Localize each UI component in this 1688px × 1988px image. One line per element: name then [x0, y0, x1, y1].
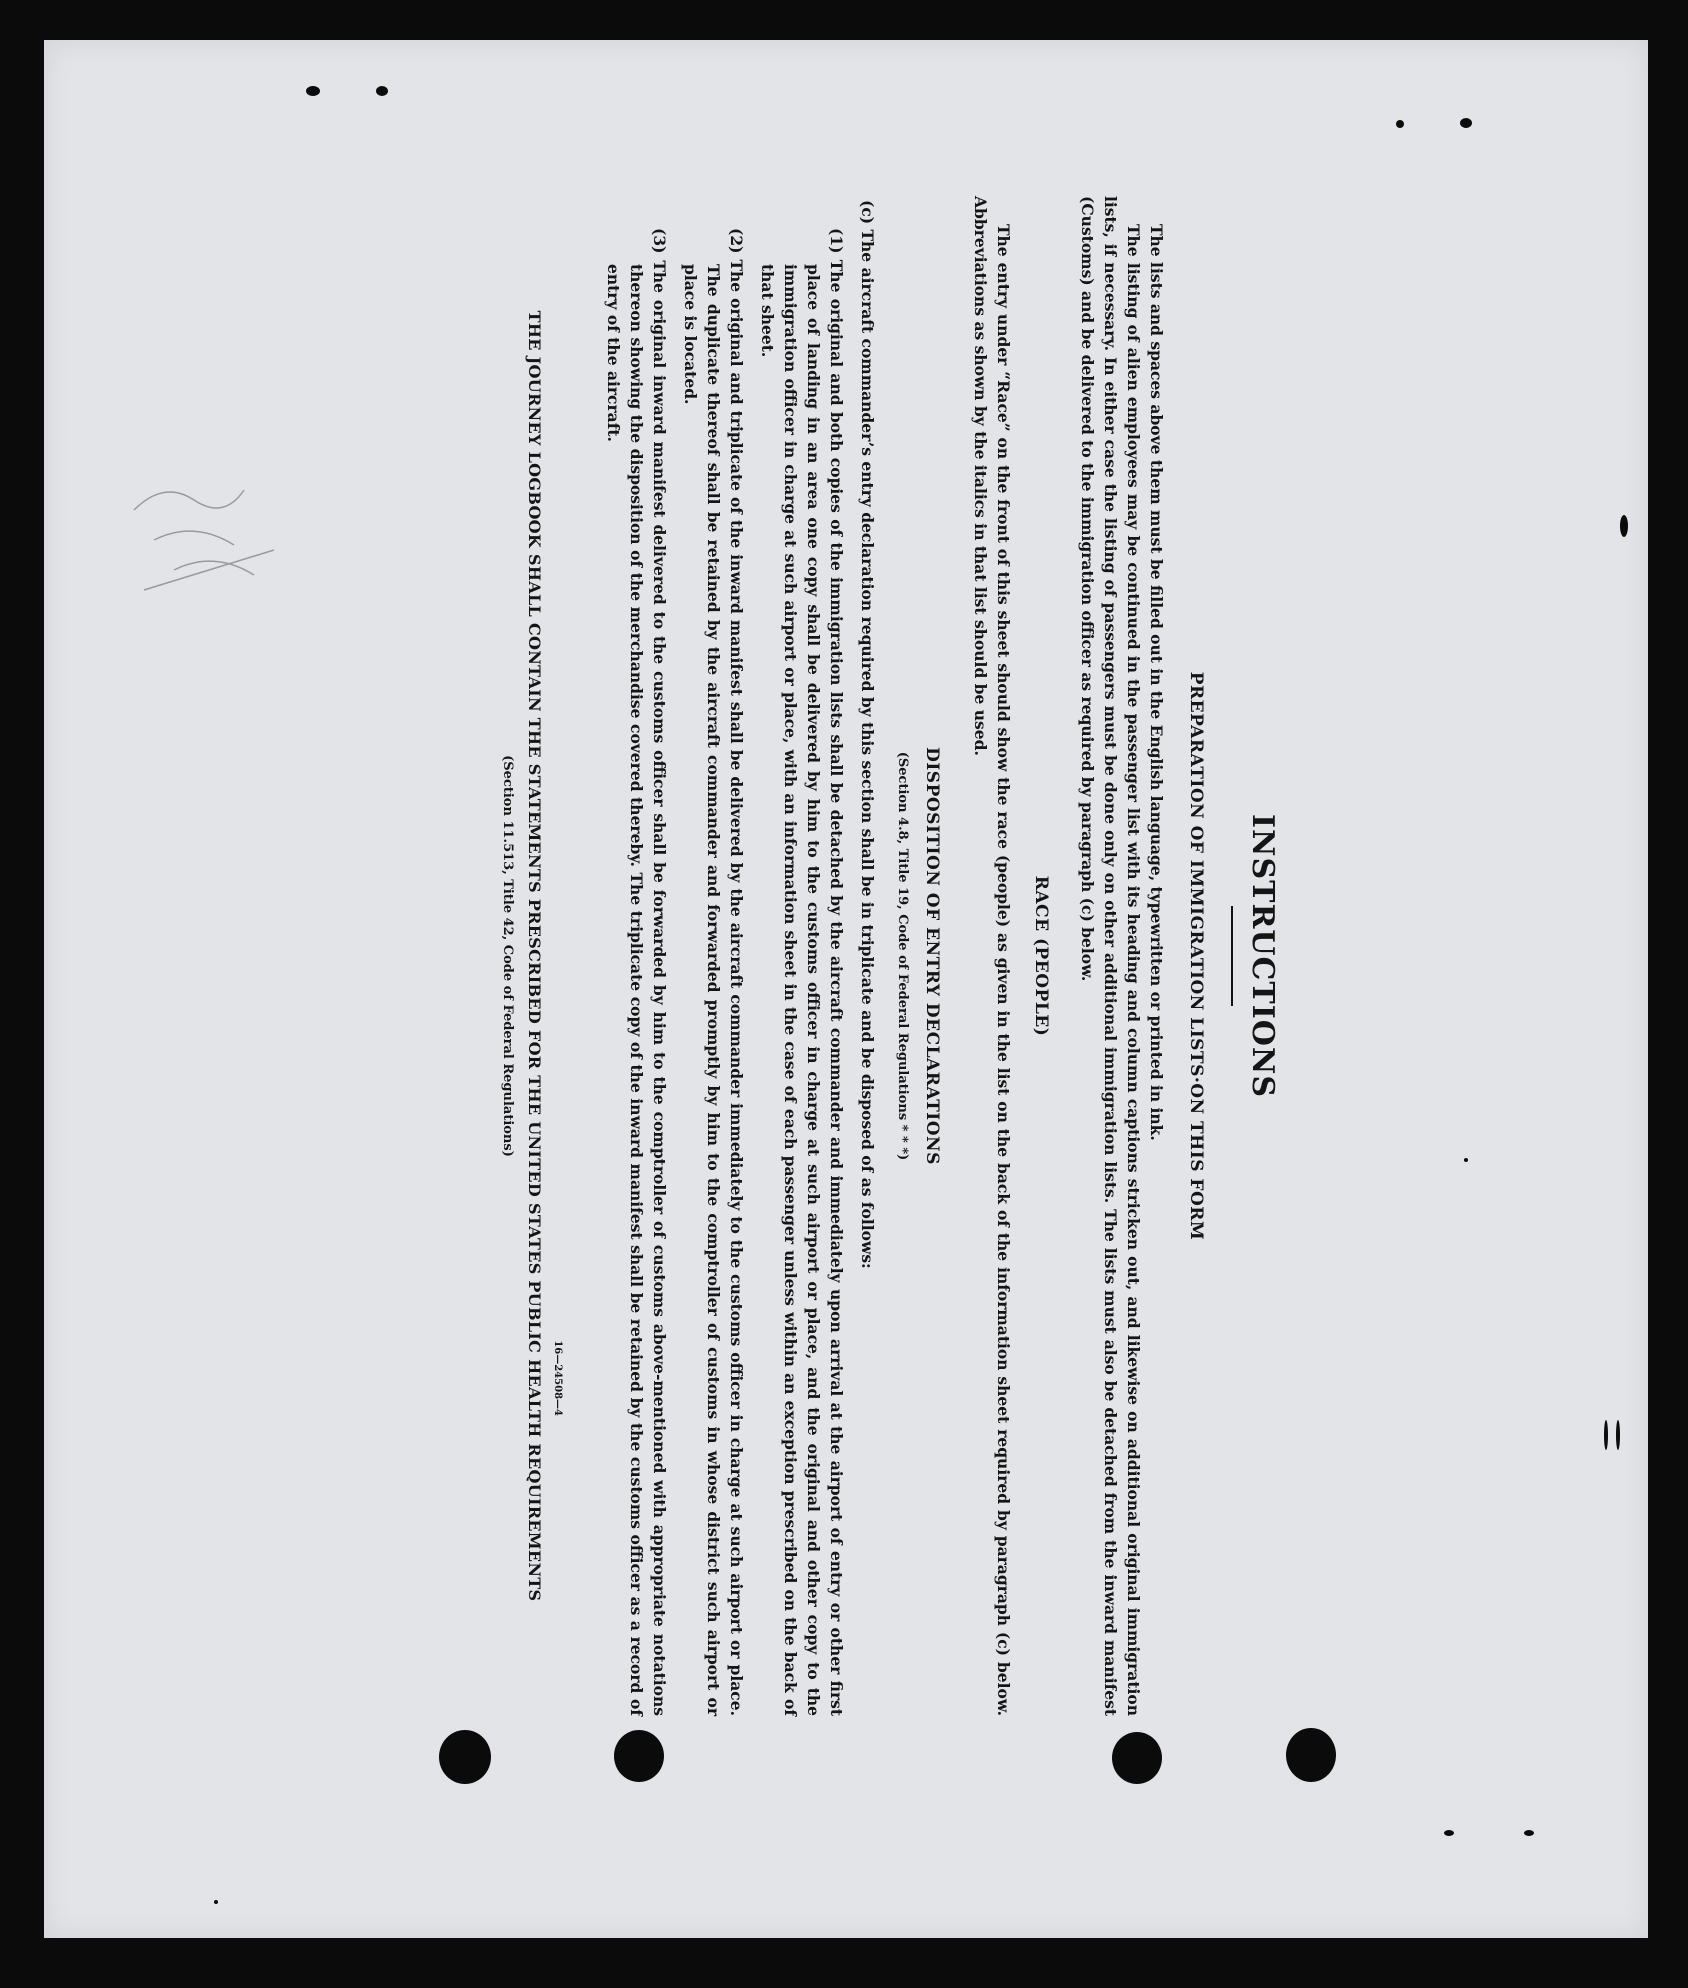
document-page: [44, 40, 1648, 1938]
preparation-paragraph-1: The lists and spaces above them must be filled out in the English language, typewritten or printed in ink.: [1147, 224, 1166, 1141]
speck: [1464, 1158, 1468, 1162]
speck: [1396, 120, 1404, 128]
speck: [1616, 1420, 1620, 1450]
speck: [1524, 1830, 1534, 1836]
speck: [1604, 1420, 1608, 1450]
preparation-paragraph-2: The listing of alien employees may be continued in the passenger list with its heading and column captions stricken out, and likewise on additional original immigration lists, if necessary. In either case the listing of passengers must be done only on other additional immigration lists. The lists must also be detached from the inward manifest (Customs) and be delivered to the immigration officer as required by paragraph (c) below.: [1078, 196, 1143, 1716]
disposition-item-c: (c) The aircraft commander’s entry declaration required by this section shall be in triplicate and be disposed of as follows:: [858, 200, 877, 1269]
instructions-text-block: [400, 196, 1280, 1716]
title-rule: [1231, 906, 1233, 1006]
disposition-item-1: (1) The original and both copies of the immigration lists shall be detached by the aircraft commander and immediately upon arrival at the airport of entry or other first place of landing in an area one copy shall be delivered by him to the customs officer in charge at such airport or place, and the original and other copy to the immigration officer in charge at such airport or place, with an information sheet in the case of each passenger unless within an exception prescribed on the back of that sheet.: [758, 228, 846, 1716]
punch-hole: [439, 1730, 491, 1784]
form-number: 16—24508—4: [552, 1340, 563, 1416]
footer-citation: (Section 11.513, Title 42, Code of Federal Regulations): [500, 755, 515, 1157]
section-heading-disposition: DISPOSITION OF ENTRY DECLARATIONS: [922, 747, 942, 1165]
section-heading-race: RACE (PEOPLE): [1031, 875, 1051, 1037]
footer-requirements: THE JOURNEY LOGBOOK SHALL CONTAIN THE STATEMENTS PRESCRIBED FOR THE UNITED STATES PUBLIC HEALTH REQUIREMENTS: [525, 310, 544, 1602]
race-paragraph: The entry under “Race” on the front of this sheet should show the race (people) as given in the list on the back of the information sheet required by paragraph (c) below. Abbreviations as shown by the italics in that list should be used.: [971, 196, 1013, 1716]
punch-hole: [1112, 1732, 1162, 1784]
speck: [1444, 1830, 1454, 1836]
speck: [1620, 515, 1628, 537]
disposition-item-2: (2) The original and triplicate of the inward manifest shall be delivered by the aircraft commander immediately to the customs officer in charge at such airport or place. The duplicate thereof shall be retained by the aircraft commander and forwarded promptly by him to the comptroller of customs in whose district such airport or place is located.: [681, 228, 746, 1716]
section-heading-preparation: PREPARATION OF IMMIGRATION LISTS·ON THIS FORM: [1186, 671, 1206, 1241]
pencil-mark: [124, 450, 304, 630]
punch-hole: [1286, 1728, 1336, 1782]
speck: [214, 1900, 218, 1904]
speck: [306, 86, 320, 96]
speck: [376, 86, 388, 96]
punch-hole: [614, 1730, 664, 1782]
disposition-citation: (Section 4.8, Title 19, Code of Federal Regulations * * *): [895, 751, 910, 1161]
disposition-item-3: (3) The original inward manifest delivered to the customs officer shall be forwarded by him to the comptroller of customs above-mentioned with appropriate notations thereon showing the disposition of the merchandise covered thereby. The triplicate copy of the inward manifest shall be retained by the customs officer as a record of entry of the aircraft.: [604, 228, 669, 1716]
page-title: INSTRUCTIONS: [1245, 814, 1280, 1098]
speck: [1460, 118, 1472, 128]
